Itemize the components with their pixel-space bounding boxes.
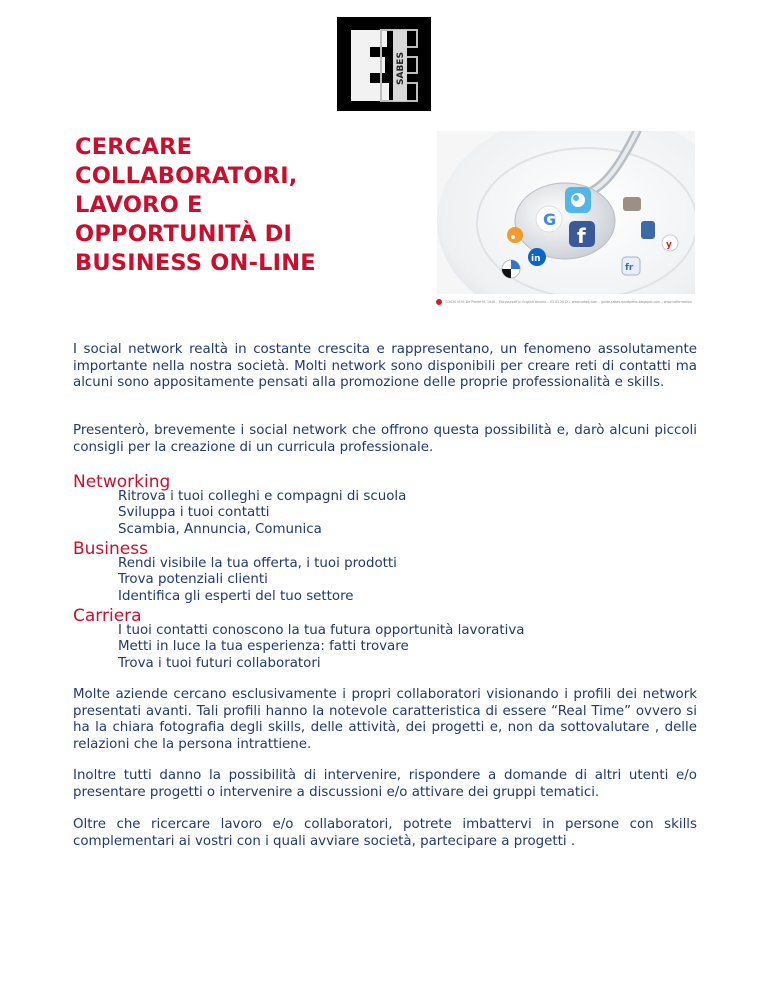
presentation-paragraph: Presenterò, brevemente i social network che offrono questa possibilità e, darò alcuni piccoli consigli per la creazione di un curricula professionale. [73, 423, 697, 455]
title-line: BUSINESS ON-LINE [75, 250, 316, 276]
svg-text:f: f [577, 224, 586, 248]
yelp-icon [662, 235, 678, 251]
carriera-list [118, 623, 524, 672]
svg-text:fr: fr [625, 263, 634, 273]
svg-text:y: y [666, 240, 672, 250]
social-spoon-photo [437, 131, 695, 294]
title-line: COLLABORATORI, [75, 163, 298, 189]
list-item: Sviluppa i tuoi contatti [118, 505, 270, 521]
caption-text: ©2020 M.M. De Piante M. 1948 – Eticyourself in English Amoria – 03.05.2012 – www.sabes.com – guide.sabes.wordpress.blogspot.com – www.uxformation [445, 300, 692, 304]
business-list [118, 556, 397, 605]
sabes-logo [337, 17, 431, 111]
section-heading-carriera: Carriera [73, 606, 142, 626]
title-line: OPPORTUNITÀ DI [75, 221, 293, 247]
photo-caption [436, 297, 698, 307]
svg-text:G: G [543, 210, 557, 229]
list-item: Metti in luce la tua esperienza: fatti trovare [118, 639, 409, 655]
conclusion-paragraph: Oltre che ricercare lavoro e/o collaboratori, potrete imbattervi in persone con skills complementari ai vostri con i quali avviare società, partecipare a progetti . [73, 817, 697, 849]
digg-icon [623, 197, 641, 211]
list-item: Trova i tuoi futuri collaboratori [118, 655, 321, 671]
title-line: CERCARE [75, 134, 193, 160]
networking-list [118, 489, 406, 538]
section-heading-networking: Networking [73, 472, 171, 492]
friendfeed-icon [622, 257, 640, 275]
logo-brand-text: SABES [396, 52, 406, 85]
facebook-icon [569, 221, 595, 248]
interaction-paragraph: Inoltre tutti danno la possibilità di intervenire, rispondere a domande di altri utenti e/o presentare progetti o intervenire a discussioni e/o attivare dei gruppi tematici. [73, 768, 697, 800]
rss-icon [507, 227, 523, 243]
list-item: Scambia, Annuncia, Comunica [118, 521, 322, 537]
list-item: Trova potenziali clienti [118, 572, 268, 588]
intro-paragraph: I social network realtà in costante crescita e rappresentano, un fenomeno assolutamente importante nella nostra società. Molti network sono disponibili per creare reti di contatti ma alcuni sono appositamente pensati alla promozione delle proprie professionalità e skills. [73, 342, 697, 390]
list-item: Identifica gli esperti del tuo settore [118, 588, 354, 604]
companies-paragraph: Molte aziende cercano esclusivamente i propri collaboratori visionando i profili dei network presentati avanti. Tali profili hanno la notevole caratteristica di essere “Real Time” ovvero si ha la chiara fotografia degli skills, delle attività, dei progetti e, non da sottovalutare , delle relazioni che la persona intrattiene. [73, 687, 697, 752]
linkedin-icon [528, 248, 546, 266]
caption-dot-icon [436, 299, 442, 305]
svg-text:in: in [531, 254, 541, 264]
delicious-icon [502, 260, 520, 278]
title-line: LAVORO E [75, 192, 203, 218]
google-icon [536, 206, 562, 232]
list-item: Rendi visibile la tua offerta, i tuoi prodotti [118, 556, 397, 571]
sabes-logo-mark [337, 17, 431, 111]
section-heading-business: Business [73, 539, 148, 559]
list-item: I tuoi contatti conoscono la tua futura opportunità lavorativa [118, 623, 525, 638]
page-title [75, 133, 316, 278]
list-item: Ritrova i tuoi colleghi e compagni di scuola [118, 489, 407, 504]
twitter-icon [565, 187, 591, 213]
feedburner-icon [641, 221, 655, 239]
